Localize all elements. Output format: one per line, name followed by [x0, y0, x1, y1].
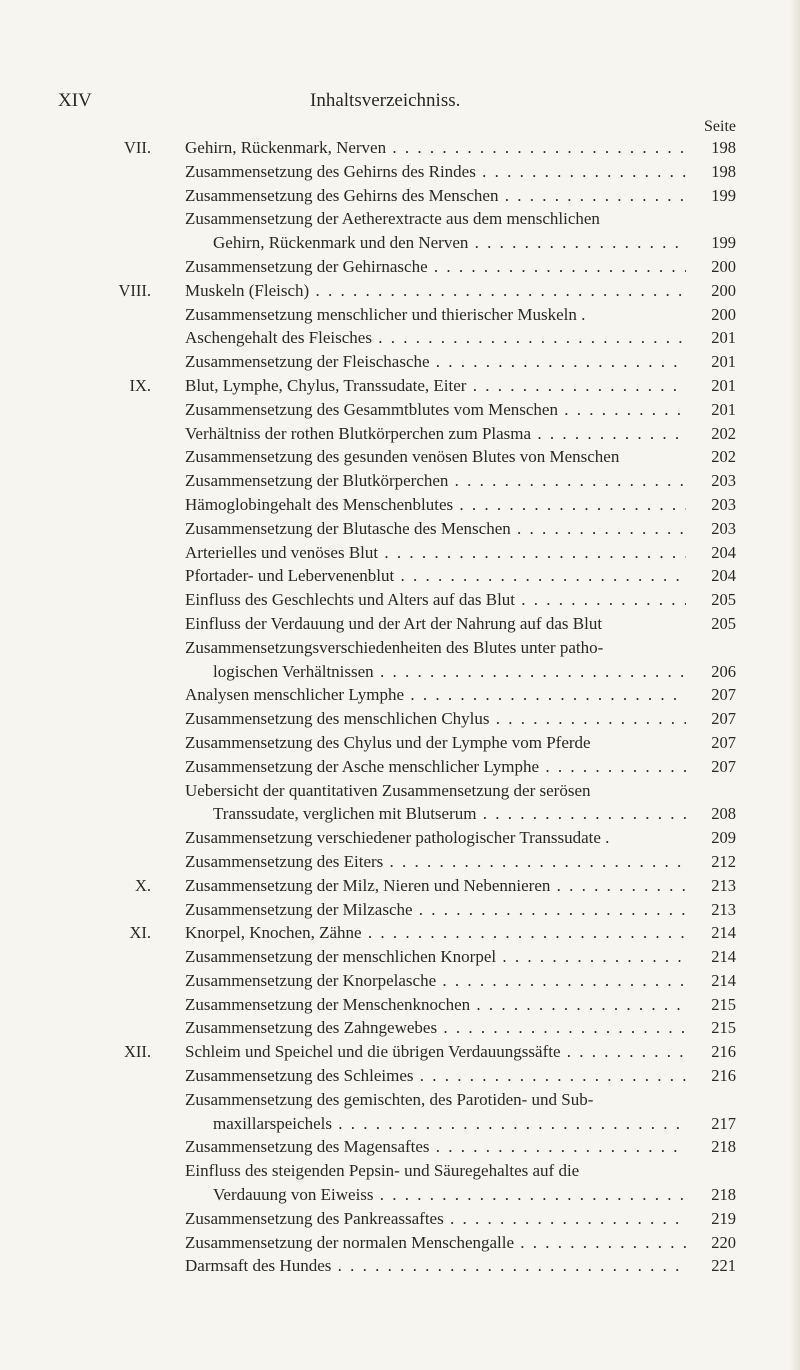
entry-title: Zusammensetzung des menschlichen Chylus . . . [185, 707, 686, 731]
toc-entry [0, 945, 800, 969]
entry-page-number: 198 [711, 138, 736, 157]
entry-title: Aschengehalt des Fleisches . . . [185, 326, 686, 350]
entry-title: Zusammensetzung der Blutkörperchen . . . [185, 469, 686, 493]
entry-page-number: 213 [711, 899, 736, 919]
toc-entry [0, 636, 800, 660]
entry-title: Einfluss des Geschlechts und Alters auf das Blut . . . [185, 588, 686, 612]
toc-entry [0, 255, 800, 279]
entry-page-number: 201 [711, 399, 736, 419]
toc-entry [0, 469, 800, 493]
entry-title: Zusammensetzung des Magensaftes . . . [185, 1135, 686, 1159]
toc-entry [0, 612, 800, 636]
entry-page-number: 200 [711, 304, 736, 324]
entry-page-number: 214 [711, 970, 736, 990]
toc-entry [0, 184, 800, 208]
toc-entry [0, 279, 800, 303]
chapter-number: VIII. [118, 280, 151, 300]
entry-page-number: 198 [711, 161, 736, 181]
entry-page-number: 218 [711, 1137, 736, 1157]
entry-title: Arterielles und venöses Blut . . . [185, 541, 686, 565]
entry-page-number: 207 [711, 756, 736, 776]
toc-entry [0, 779, 800, 803]
toc-entry [0, 422, 800, 446]
entry-title: Zusammensetzung des Schleimes . . . [185, 1064, 686, 1088]
entry-title: Zusammensetzung des gemischten, des Parotiden- und Sub- [185, 1089, 594, 1109]
entry-page-number: 200 [711, 280, 736, 300]
entry-title: Hämoglobingehalt des Menschenblutes . . . [185, 493, 686, 517]
entry-page-number: 202 [711, 423, 736, 443]
entry-title: Zusammensetzung der Blutasche des Menschen . . . [185, 517, 686, 541]
entry-title: Einfluss der Verdauung und der Art der Nahrung auf das Blut [185, 613, 603, 633]
page-edge-shadow [790, 0, 800, 1370]
entry-title: Zusammensetzung der Gehirnasche . . . [185, 255, 686, 279]
entry-title: logischen Verhältnissen . . . [213, 660, 686, 684]
toc-entry [0, 1183, 800, 1207]
entry-page-number: 204 [711, 542, 736, 562]
entry-page-number: 220 [711, 1232, 736, 1252]
toc-entry [0, 1135, 800, 1159]
toc-entry [0, 755, 800, 779]
entry-title: Zusammensetzung der Milzasche . . . [185, 898, 686, 922]
entry-title: Zusammensetzung verschiedener pathologischer Transsudate . [185, 828, 610, 848]
toc-entry [0, 1040, 800, 1064]
entry-title: Zusammensetzung menschlicher und thierischer Muskeln . [185, 304, 586, 324]
toc-entry [0, 1016, 800, 1040]
toc-entry [0, 541, 800, 565]
entry-title: Zusammensetzung des Eiters . . . [185, 850, 686, 874]
entry-title: Knorpel, Knochen, Zähne . . . [185, 921, 686, 945]
entry-title: Zusammensetzung der Milz, Nieren und Nebennieren . . . [185, 874, 686, 898]
entry-page-number: 206 [711, 661, 736, 681]
toc-entry [0, 398, 800, 422]
toc-entry [0, 993, 800, 1017]
toc-entry [0, 493, 800, 517]
entry-title: Zusammensetzung des Gehirns des Menschen . . . [185, 184, 686, 208]
entry-page-number: 201 [711, 328, 736, 348]
toc-entry [0, 898, 800, 922]
entry-page-number: 203 [711, 494, 736, 514]
entry-page-number: 215 [711, 994, 736, 1014]
toc-entry [0, 1207, 800, 1231]
toc-entry [0, 588, 800, 612]
entry-title: Zusammensetzung des gesunden venösen Blutes von Menschen [185, 447, 620, 467]
toc-entry [0, 517, 800, 541]
entry-title: Zusammensetzung des Chylus und der Lymphe vom Pferde [185, 732, 591, 752]
entry-title: Einfluss des steigenden Pepsin- und Säuregehaltes auf die [185, 1161, 580, 1181]
entry-title: Gehirn, Rückenmark und den Nerven . . . [213, 231, 686, 255]
toc-entry [0, 731, 800, 755]
toc-entry [0, 160, 800, 184]
entry-page-number: 205 [711, 613, 736, 633]
entry-title: Verhältniss der rothen Blutkörperchen zum Plasma . . . [185, 422, 686, 446]
entry-page-number: 207 [711, 732, 736, 752]
entry-page-number: 212 [711, 851, 736, 871]
entry-title: Uebersicht der quantitativen Zusammensetzung der serösen [185, 780, 591, 800]
entry-page-number: 216 [711, 1042, 736, 1062]
toc-entry [0, 303, 800, 327]
entry-title: Zusammensetzung der menschlichen Knorpel . . . [185, 945, 686, 969]
entry-page-number: 214 [711, 923, 736, 943]
toc-entry [0, 1088, 800, 1112]
toc-entry [0, 707, 800, 731]
entry-page-number: 219 [711, 1208, 736, 1228]
entry-page-number: 202 [711, 447, 736, 467]
toc-entry [0, 445, 800, 469]
toc-entry [0, 326, 800, 350]
toc-entry [0, 921, 800, 945]
entry-page-number: 208 [711, 804, 736, 824]
table-of-contents [0, 136, 800, 1278]
entry-page-number: 201 [711, 352, 736, 372]
entry-title: Zusammensetzung der Aetherextracte aus dem menschlichen [185, 209, 600, 229]
toc-entry [0, 850, 800, 874]
toc-entry [0, 1112, 800, 1136]
chapter-number: XI. [129, 923, 151, 943]
toc-entry [0, 1159, 800, 1183]
toc-entry [0, 231, 800, 255]
toc-entry [0, 564, 800, 588]
entry-title: Zusammensetzung des Pankreassaftes . . . [185, 1207, 686, 1231]
entry-title: maxillarspeichels . . . [213, 1112, 686, 1136]
entry-page-number: 207 [711, 685, 736, 705]
entry-title: Muskeln (Fleisch) . . . [185, 279, 686, 303]
entry-page-number: 201 [711, 375, 736, 395]
toc-entry [0, 1231, 800, 1255]
entry-page-number: 199 [711, 233, 736, 253]
entry-page-number: 200 [711, 256, 736, 276]
entry-title: Zusammensetzung des Zahngewebes . . . [185, 1016, 686, 1040]
entry-title: Blut, Lymphe, Chylus, Transsudate, Eiter . . . [185, 374, 686, 398]
chapter-number: VII. [123, 138, 151, 157]
entry-page-number: 215 [711, 1018, 736, 1038]
entry-title: Pfortader- und Lebervenenblut . . . [185, 564, 686, 588]
entry-title: Zusammensetzung des Gesammtblutes vom Menschen . . . [185, 398, 686, 422]
chapter-number: IX. [129, 375, 151, 395]
entry-page-number: 203 [711, 471, 736, 491]
entry-title: Zusammensetzung der normalen Menschengalle . . . [185, 1231, 686, 1255]
entry-page-number: 214 [711, 947, 736, 967]
toc-entry [0, 136, 800, 160]
running-title: Inhaltsverzeichniss. [310, 90, 461, 111]
entry-title: Zusammensetzungsverschiedenheiten des Blutes unter patho- [185, 637, 604, 657]
entry-title: Verdauung von Eiweiss . . . [213, 1183, 686, 1207]
entry-page-number: 209 [711, 828, 736, 848]
toc-entry [0, 874, 800, 898]
entry-page-number: 217 [711, 1113, 736, 1133]
entry-title: Analysen menschlicher Lymphe . . . [185, 683, 686, 707]
entry-title: Darmsaft des Hundes . . . [185, 1254, 686, 1278]
entry-title: Zusammensetzung der Knorpelasche . . . [185, 969, 686, 993]
toc-entry [0, 1254, 800, 1278]
toc-entry [0, 1064, 800, 1088]
entry-title: Zusammensetzung der Menschenknochen . . . [185, 993, 686, 1017]
entry-page-number: 213 [711, 875, 736, 895]
toc-entry [0, 802, 800, 826]
entry-page-number: 203 [711, 518, 736, 538]
chapter-number: X. [134, 875, 151, 895]
seite-column-label: Seite [704, 118, 736, 135]
entry-page-number: 199 [711, 185, 736, 205]
entry-page-number: 221 [711, 1256, 736, 1276]
toc-entry [0, 207, 800, 231]
page-number: XIV [58, 90, 92, 111]
toc-entry [0, 374, 800, 398]
entry-title: Gehirn, Rückenmark, Nerven . . . [185, 136, 686, 160]
entry-page-number: 218 [711, 1185, 736, 1205]
entry-title: Transsudate, verglichen mit Blutserum . . . [213, 802, 686, 826]
entry-title: Zusammensetzung der Fleischasche . . . [185, 350, 686, 374]
running-header [58, 90, 738, 114]
chapter-number: XII. [123, 1042, 151, 1062]
entry-title: Zusammensetzung des Gehirns des Rindes . . . [185, 160, 686, 184]
entry-title: Schleim und Speichel und die übrigen Verdauungssäfte . . . [185, 1040, 686, 1064]
toc-entry [0, 969, 800, 993]
entry-page-number: 207 [711, 709, 736, 729]
entry-title: Zusammensetzung der Asche menschlicher Lymphe . . . [185, 755, 686, 779]
entry-page-number: 216 [711, 1066, 736, 1086]
toc-entry [0, 683, 800, 707]
toc-entry [0, 350, 800, 374]
entry-page-number: 204 [711, 566, 736, 586]
toc-entry [0, 826, 800, 850]
entry-page-number: 205 [711, 590, 736, 610]
toc-entry [0, 660, 800, 684]
